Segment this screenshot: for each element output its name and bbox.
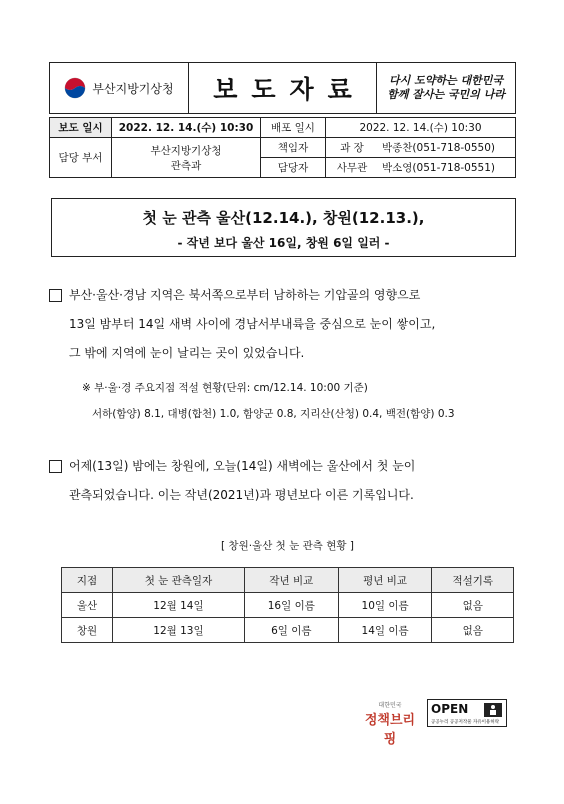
resp-title: 과 장 (326, 138, 379, 158)
para2-line2: 관측되었습니다. 이는 작년(2021년)과 평년보다 이른 기록입니다. (69, 488, 414, 502)
row-station: 창원 (62, 618, 113, 643)
para1-line3: 그 밖에 지역에 눈이 날리는 곳이 있었습니다. (69, 346, 305, 360)
header-station: 지점 (62, 568, 113, 593)
open-license-badge (427, 699, 507, 727)
table-caption: [ 창원·울산 첫 눈 관측 현황 ] (221, 540, 354, 552)
open-label: OPEN (431, 702, 469, 716)
headline: 첫 눈 관측 울산(12.14.), 창원(12.13.), (142, 209, 425, 227)
first-snow-table (61, 567, 514, 643)
doc-type-cell (189, 63, 377, 113)
row-normal: 10일 이름 (338, 593, 432, 618)
slogan-line-2: 함께 잘사는 국민의 나라 (387, 88, 505, 101)
row-date: 12월 13일 (113, 618, 245, 643)
header-normal: 평년 비교 (338, 568, 432, 593)
kma-logo-icon (64, 77, 86, 99)
distribute-date: 2022. 12. 14.(수) 10:30 (326, 118, 516, 138)
license-person-icon (484, 703, 502, 717)
row-snow-record: 없음 (432, 618, 514, 643)
snow-note-line2: 서하(함양) 8.1, 대병(합천) 1.0, 함양군 0.8, 지리산(산청) 0.4, 백전(함양) 0.3 (92, 408, 455, 420)
para1-line2: 13일 밤부터 14일 새벽 사이에 경남서부내륙을 중심으로 눈이 쌓이고, (69, 317, 436, 331)
agency-cell (50, 63, 189, 113)
open-subtext: 공공누리 공공저작물 자유이용허락 (431, 720, 500, 725)
document-header (49, 62, 516, 114)
para1-line1: 부산·울산·경남 지역은 북서쪽으로부터 남하하는 기압골의 영향으로 (69, 288, 421, 302)
square-bullet-icon (49, 289, 62, 302)
brand-text: 정책브리핑 (364, 713, 416, 747)
row-snow-record: 없음 (432, 593, 514, 618)
dept-line-1: 부산지방기상청 (150, 144, 222, 157)
report-date-label: 보도 일시 (50, 118, 112, 138)
para2-line1: 어제(13일) 밤에는 창원에, 오늘(14일) 새벽에는 울산에서 첫 눈이 (69, 459, 416, 473)
resp-label: 책임자 (261, 138, 326, 158)
dept-cell (112, 138, 261, 178)
row-normal: 14일 이름 (338, 618, 432, 643)
table-header-row (62, 568, 514, 593)
report-date: 2022. 12. 14.(수) 10:30 (112, 118, 261, 138)
dept-line-2: 관측과 (170, 159, 202, 172)
table-row (62, 618, 514, 643)
press-info-table (49, 117, 516, 178)
header-last-year: 작년 비교 (244, 568, 338, 593)
subheadline: - 작년 보다 울산 16일, 창원 6일 일러 - (177, 236, 390, 250)
slogan-line-1: 다시 도약하는 대한민국 (389, 74, 503, 87)
policy-briefing-logo (359, 700, 421, 747)
row-date: 12월 14일 (113, 593, 245, 618)
row-last-year: 16일 이름 (244, 593, 338, 618)
resp-name: 박종찬(051-718-0550) (378, 138, 516, 158)
handler-title: 사무관 (326, 158, 379, 178)
snow-note-line1: ※ 부·울·경 주요지점 적설 현황(단위: cm/12.14. 10:00 기준) (82, 382, 368, 394)
doc-type-title: 보도자료 (213, 75, 366, 104)
headline-box (51, 198, 516, 257)
brand-small-text: 대한민국 (378, 702, 402, 709)
agency-name: 부산지방기상청 (92, 81, 174, 96)
slogan-cell (377, 63, 515, 113)
dept-label: 담당 부서 (50, 138, 112, 178)
handler-label: 담당자 (261, 158, 326, 178)
distribute-label: 배포 일시 (261, 118, 326, 138)
row-last-year: 6일 이름 (244, 618, 338, 643)
table-row (62, 593, 514, 618)
handler-name: 박소영(051-718-0551) (378, 158, 516, 178)
square-bullet-icon (49, 460, 62, 473)
header-snow-record: 적설기록 (432, 568, 514, 593)
header-date: 첫 눈 관측일자 (113, 568, 245, 593)
row-station: 울산 (62, 593, 113, 618)
